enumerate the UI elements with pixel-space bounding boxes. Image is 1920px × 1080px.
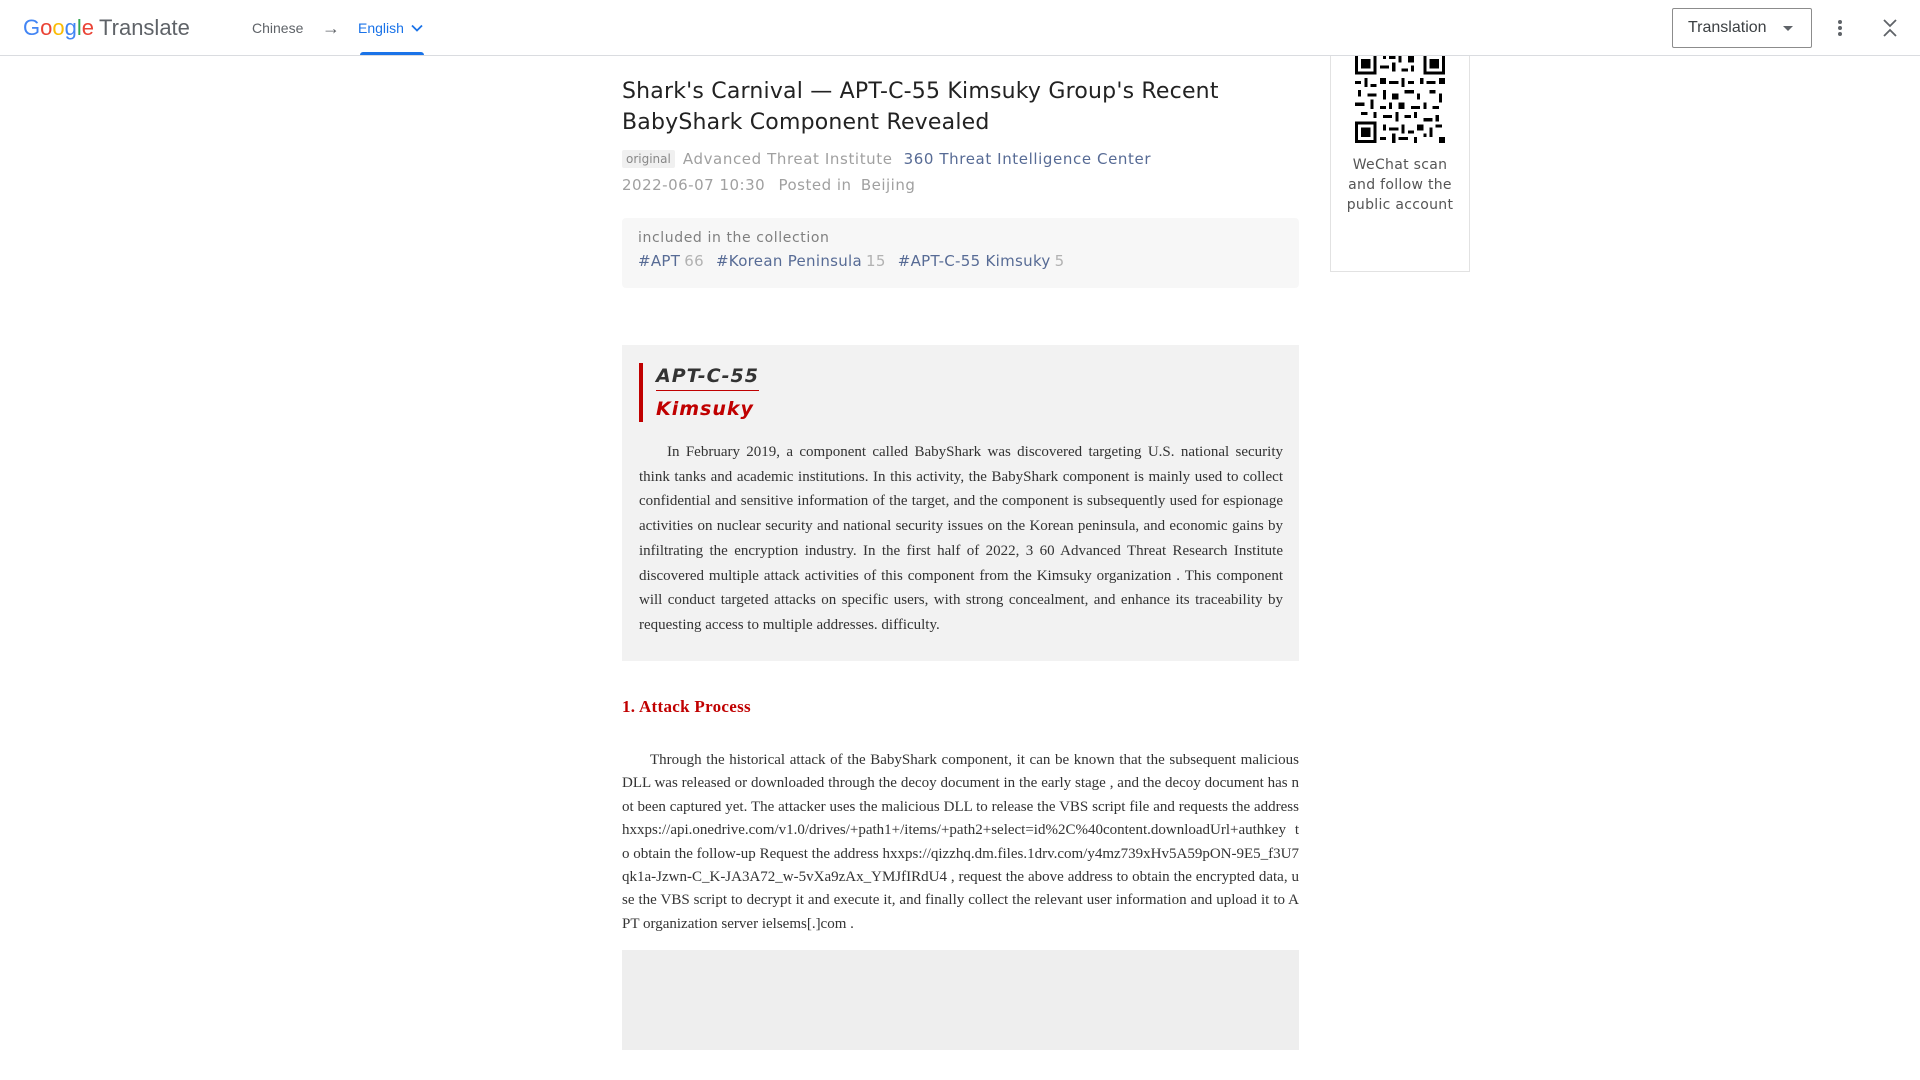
more-options-button[interactable] <box>1826 14 1854 42</box>
collection-tag-count: 5 <box>1054 252 1065 270</box>
qr-follow-card <box>1330 42 1470 272</box>
collapse-toolbar-button[interactable] <box>1876 14 1904 42</box>
group-name-quote <box>639 363 1283 422</box>
publish-datetime: 2022-06-07 10:30 <box>622 176 766 194</box>
collection-tag-name: #APT-C-55 Kimsuky <box>897 252 1051 270</box>
intro-box <box>622 345 1299 661</box>
source-language-tab[interactable] <box>252 0 303 56</box>
article-meta <box>622 150 1299 168</box>
collection-tag-name: #APT <box>638 252 681 270</box>
intro-paragraph: In February 2019, a component called BabyShark was discovered targeting U.S. national security think tanks and academic institutions. In this activity, the BabyShark component is mainly used to collect confidential and sensitive information of the target, and the component is subsequently used for espionage activities on nuclear security and national security issues on the Korean peninsula, and economic gains by infiltrating the encryption industry. In the first half of 2022, 3 60 Advanced Threat Research Institute discovered multiple attack activities of this component from the Kimsuky organization . This component will conduct targeted attacks on specific users, with strong concealment, and enhance its traceability by requesting access to multiple addresses. difficulty. <box>639 444 1283 633</box>
article-author: Advanced Threat Institute <box>682 150 893 168</box>
google-logo-word: Google <box>23 15 95 40</box>
translate-toolbar <box>0 0 1920 56</box>
article-publish-info <box>622 176 1299 194</box>
translation-mode-value: Translation <box>1688 19 1767 36</box>
collection-box <box>622 218 1299 288</box>
qr-follow-text: WeChat scan and follow the public account <box>1346 157 1454 213</box>
collection-tag[interactable] <box>638 252 704 270</box>
quote-line-kimsuky: Kimsuky <box>656 398 754 420</box>
qr-code-icon <box>1355 53 1445 143</box>
dropdown-caret-icon <box>1783 26 1793 31</box>
article-image-placeholder <box>622 950 1299 1050</box>
collection-tags <box>638 252 1283 270</box>
quote-line-apt: APT-C-55 <box>656 365 759 391</box>
collapse-icon <box>1881 17 1899 39</box>
account-link[interactable]: 360 Threat Intelligence Center <box>903 150 1152 168</box>
collection-tag-count: 66 <box>684 252 704 270</box>
section-heading: 1. Attack Process <box>622 697 751 716</box>
article <box>622 56 1299 1050</box>
section-paragraph: Through the historical attack of the BabyShark component, it can be known that the subsequent malicious DLL was released or downloaded through the decoy document in the early stage , and the decoy document has not been captured yet. The attacker uses the malicious DLL to release the VBS script file and requests the address hxxps://api.onedrive.com/v1.0/drives/+path1+/items/+path2+select=id%2C%40content.downloadUrl+authkey to obtain the follow-up Request the address hxxps://qizzhq.dm.files.1drv.com/y4mz739xHv5A59pON-9E5_f3U7qk1a-Jzwn-C_K-JA3A72_w-5vXa9zAx_YMJfIRdU4 , request the above address to obtain the encrypted data, use the VBS script to decrypt it and execute it, and finally collect the relevant user information and upload it to A PT organization server ielsems[.]com . <box>622 752 1299 932</box>
google-translate-logo[interactable] <box>23 12 190 44</box>
collection-tag-count: 15 <box>866 252 886 270</box>
collection-tag[interactable] <box>898 252 1065 270</box>
publish-location: Beijing <box>860 176 916 194</box>
chevron-down-icon <box>410 21 424 35</box>
collection-tag-name: #Korean Peninsula <box>715 252 863 270</box>
article-title: Shark's Carnival — APT-C-55 Kimsuky Group's Recent BabyShark Component Revealed <box>622 79 1219 135</box>
arrow-right-icon: → <box>322 17 340 38</box>
target-language-label: English <box>358 20 404 36</box>
translation-mode-select[interactable] <box>1672 8 1812 48</box>
translate-logo-word: Translate <box>99 15 190 40</box>
more-vert-icon <box>1837 19 1843 37</box>
original-badge: original <box>622 150 675 168</box>
posted-in-label: Posted in <box>778 176 852 194</box>
source-language-label: Chinese <box>252 20 304 36</box>
collection-label: included in the collection <box>638 230 830 246</box>
target-language-tab[interactable] <box>358 0 424 56</box>
active-tab-indicator <box>360 52 424 55</box>
collection-tag[interactable] <box>716 252 886 270</box>
